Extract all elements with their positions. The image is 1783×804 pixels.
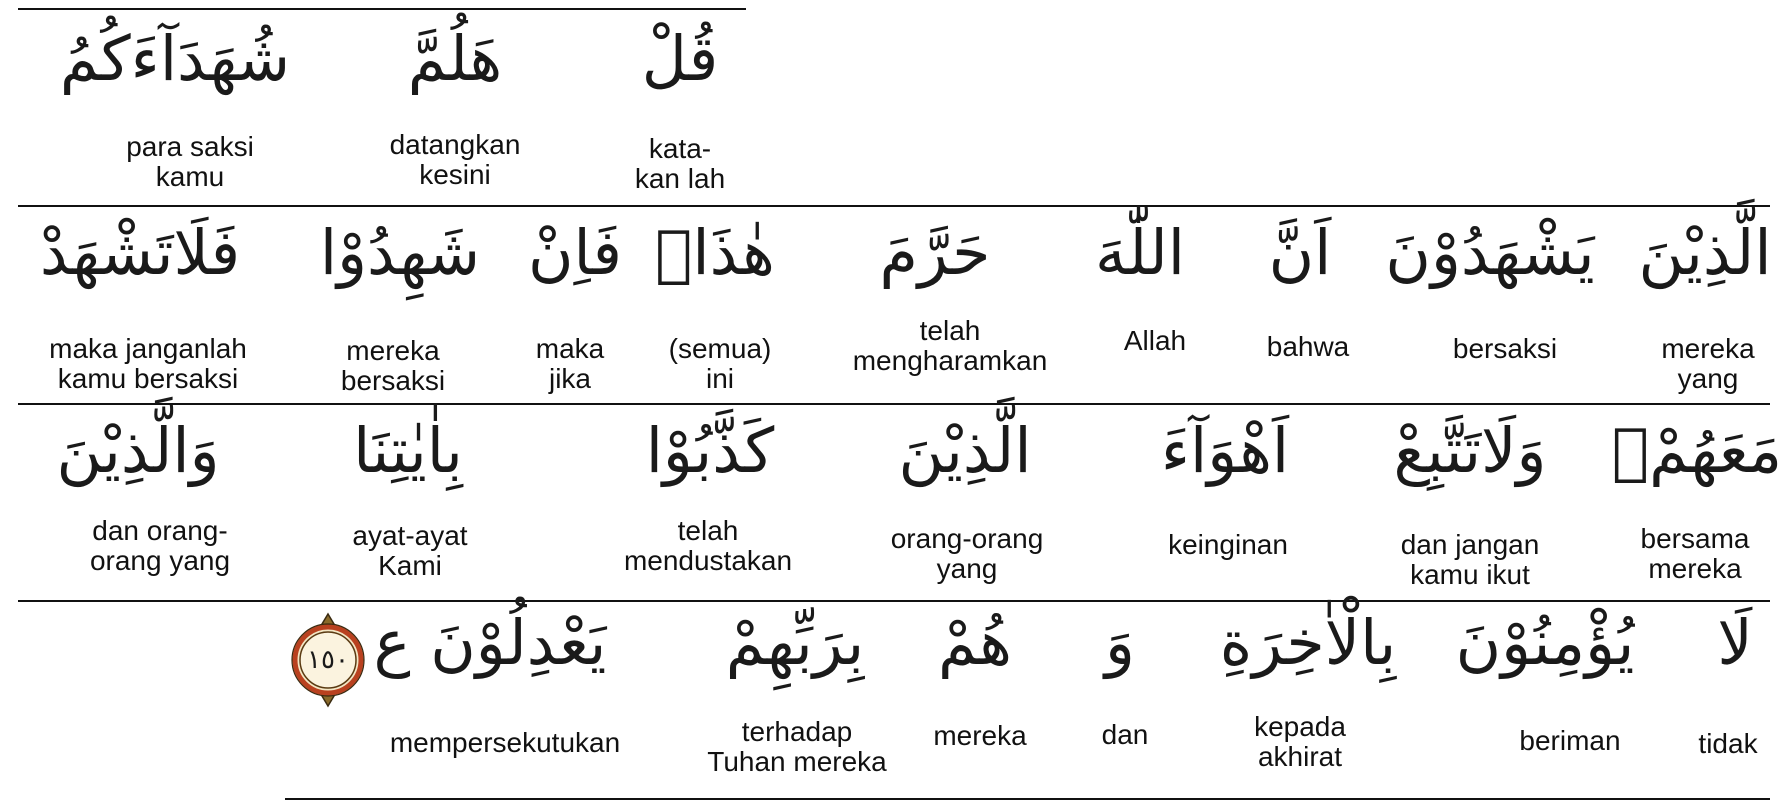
word-translation: maka jika bbox=[535, 333, 605, 394]
word-block bbox=[1717, 606, 1753, 679]
word-translation: dan orang- orang yang bbox=[89, 515, 231, 576]
arabic-word: شَهِدُوْا bbox=[319, 216, 481, 289]
word-block bbox=[59, 22, 291, 95]
word-translation: bahwa bbox=[1266, 331, 1350, 362]
word-translation: bersaksi bbox=[1452, 333, 1558, 364]
word-block bbox=[527, 216, 623, 289]
arabic-word: وَ bbox=[1105, 606, 1135, 679]
arabic-word: قُلْ bbox=[641, 22, 719, 95]
arabic-word: يَعْدِلُوْنَ ع bbox=[373, 606, 607, 679]
word-block bbox=[725, 606, 865, 679]
row-divider bbox=[18, 8, 746, 10]
word-block bbox=[1393, 414, 1547, 487]
arabic-word: وَلَاتَتَّبِعْ bbox=[1393, 414, 1547, 487]
word-block bbox=[39, 216, 241, 289]
arabic-word: مَعَهُمْۚ bbox=[1611, 414, 1783, 487]
row-divider bbox=[18, 205, 1770, 207]
word-block bbox=[1095, 216, 1185, 289]
arabic-word: اَهْوَآءَ bbox=[1160, 414, 1290, 487]
word-translation: dan jangan kamu ikut bbox=[1400, 529, 1540, 590]
arabic-word: هُمْ bbox=[938, 606, 1012, 679]
arabic-word: الَّذِيْنَ bbox=[1638, 216, 1772, 289]
arabic-word: اَنَّ bbox=[1268, 216, 1332, 289]
word-block bbox=[407, 22, 503, 95]
word-block bbox=[1455, 606, 1635, 679]
arabic-word: الَّذِيْنَ bbox=[898, 414, 1032, 487]
word-translation: kata- kan lah bbox=[634, 133, 726, 194]
arabic-word: حَرَّمَ bbox=[879, 216, 991, 289]
row-divider bbox=[285, 798, 1770, 800]
arabic-word: كَذَّبُوْا bbox=[645, 414, 775, 487]
word-block bbox=[645, 414, 775, 487]
word-block bbox=[1385, 216, 1595, 289]
arabic-word: يُؤْمِنُوْنَ bbox=[1455, 606, 1635, 679]
word-translation: keinginan bbox=[1168, 529, 1288, 560]
word-block bbox=[1268, 216, 1332, 289]
word-block bbox=[1611, 414, 1783, 487]
word-block bbox=[898, 414, 1032, 487]
word-translation: mereka yang bbox=[1661, 333, 1755, 394]
word-translation: para saksi kamu bbox=[126, 131, 254, 192]
word-block bbox=[879, 216, 991, 289]
word-block bbox=[1160, 414, 1290, 487]
word-translation: dan bbox=[1101, 719, 1149, 750]
word-block bbox=[655, 216, 775, 289]
word-block bbox=[1638, 216, 1772, 289]
arabic-word: فَاِنْ bbox=[527, 216, 623, 289]
word-block bbox=[56, 414, 220, 487]
ayah-number: ١٥٠ bbox=[307, 645, 349, 675]
word-translation: beriman bbox=[1519, 725, 1621, 756]
arabic-word: هَلُمَّ bbox=[407, 22, 503, 95]
arabic-word: بِاٰيٰتِنَا bbox=[353, 414, 463, 487]
arabic-word: بِالْاٰخِرَةِ bbox=[1219, 606, 1397, 679]
word-translation: (semua) ini bbox=[668, 333, 772, 394]
arabic-word: بِرَبِّهِمْ bbox=[725, 606, 865, 679]
word-translation: terhadap Tuhan mereka bbox=[707, 716, 887, 777]
arabic-word: اللّٰهَ bbox=[1095, 216, 1185, 289]
word-translation: bersama mereka bbox=[1640, 523, 1750, 584]
word-translation: Allah bbox=[1123, 325, 1187, 356]
word-translation: mereka bbox=[933, 720, 1027, 751]
word-block bbox=[373, 606, 607, 679]
arabic-word: وَالَّذِيْنَ bbox=[56, 414, 220, 487]
arabic-word: لَا bbox=[1717, 606, 1753, 679]
word-block bbox=[938, 606, 1012, 679]
arabic-word: شُهَدَآءَكُمُ bbox=[59, 22, 291, 95]
word-translation: telah mendustakan bbox=[623, 515, 793, 576]
word-translation: datangkan kesini bbox=[389, 129, 521, 190]
word-translation: mempersekutukan bbox=[389, 727, 621, 758]
word-translation: kepada akhirat bbox=[1254, 711, 1346, 772]
word-translation: telah mengharamkan bbox=[852, 315, 1048, 376]
arabic-word: فَلَاتَشْهَدْ bbox=[39, 216, 241, 289]
word-translation: tidak bbox=[1698, 728, 1758, 759]
word-translation: orang-orang yang bbox=[890, 523, 1044, 584]
word-block bbox=[319, 216, 481, 289]
word-translation: ayat-ayat Kami bbox=[352, 520, 468, 581]
word-translation: mereka bersaksi bbox=[340, 335, 446, 396]
word-block bbox=[641, 22, 719, 95]
ayah-number-medallion bbox=[290, 612, 366, 708]
word-translation: maka janganlah kamu bersaksi bbox=[49, 333, 247, 394]
arabic-word: يَشْهَدُوْنَ bbox=[1385, 216, 1595, 289]
word-block bbox=[1219, 606, 1397, 679]
row-divider bbox=[18, 600, 1770, 602]
word-block bbox=[353, 414, 463, 487]
arabic-word: هٰذَاۚ bbox=[655, 216, 775, 289]
row-divider bbox=[18, 403, 1770, 405]
word-block bbox=[1105, 606, 1135, 679]
